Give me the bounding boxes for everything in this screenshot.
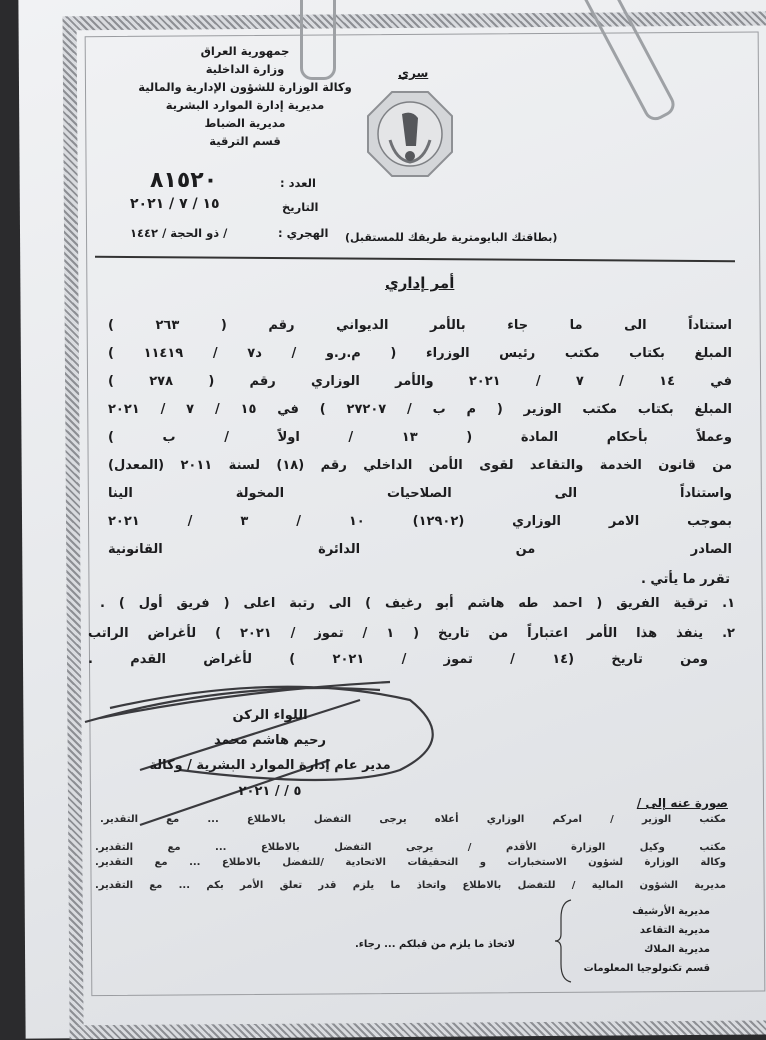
ministry-emblem-logo bbox=[366, 90, 454, 178]
copy-line: مكتب وكيل الوزارة الأقدم / يرجى التفضل بالاطلاع ... مع التقدير. bbox=[95, 842, 726, 853]
body-line: الصادر من الدائرة القانونية bbox=[108, 542, 732, 557]
header-line: جمهورية العراق bbox=[200, 44, 290, 58]
signatory-name: رحيم هاشم محمد bbox=[214, 733, 326, 748]
slogan: (بطاقتك البايومترية طريقك للمستقبل) bbox=[345, 231, 558, 244]
body-line: استناداً الى ما جاء بالأمر الديواني رقم ( ٢٦٣ ) bbox=[108, 318, 733, 333]
copy-line: مكتب الوزير / امركم الوزاري أعلاه يرجى التفضل بالاطلاع ... مع التقدير. bbox=[100, 814, 726, 825]
body-line: واستناداً الى الصلاحيات المخولة الينا bbox=[108, 486, 732, 501]
body-line: المبلغ بكتاب مكتب رئيس الوزراء ( م.ر.و / د٧ / ١١٤١٩ ) bbox=[108, 346, 732, 361]
date-label: التاريخ bbox=[282, 200, 319, 214]
curly-brace bbox=[555, 898, 575, 984]
decision-item: ١. ترقية الفريق ( احمد طه هاشم أبو رغيف ) الى رتبة اعلى ( فريق أول ) . bbox=[100, 596, 735, 611]
copies-heading: صورة عنه إلى / bbox=[636, 796, 728, 810]
copy-group-item: مديرية التقاعد bbox=[639, 925, 710, 936]
decision-intro: تقرر ما يأتي . bbox=[640, 572, 730, 587]
decision-item: ٢. ينفذ هذا الأمر اعتباراً من تاريخ ( ١ / تموز / ٢٠٢١ ) لأغراض الراتب bbox=[88, 626, 735, 641]
body-line: في ١٤ / ٧ / ٢٠٢١ والأمر الوزاري رقم ( ٢٧٨ ) bbox=[108, 374, 732, 389]
body-line: بموجب الامر الوزاري (١٢٩٠٢) ١٠ / ٣ / ٢٠٢١ bbox=[108, 514, 732, 529]
hijri-value: / ذو الحجة / ١٤٤٢ bbox=[130, 226, 228, 240]
paper-clip-icon bbox=[300, 0, 336, 80]
header-line: مديرية إدارة الموارد البشرية bbox=[165, 98, 325, 112]
header-line: مديرية الضباط bbox=[204, 116, 286, 130]
body-line: من قانون الخدمة والتقاعد لقوى الأمن الداخلي رقم (١٨) لسنة ٢٠١١ (المعدل) bbox=[108, 458, 732, 473]
header-line: وزارة الداخلية bbox=[205, 62, 285, 76]
body-line: المبلغ بكتاب مكتب الوزير ( م ب / ٢٧٢٠٧ ) في ١٥ / ٧ / ٢٠٢١ bbox=[108, 402, 732, 417]
decision-item: ومن تاريخ (١٤ / تموز / ٢٠٢١ ) لأغراض القدم . bbox=[88, 652, 708, 667]
classification-label: سري bbox=[398, 66, 429, 80]
header-line: قسم الترقية bbox=[209, 134, 281, 148]
copy-group-item: مديرية الأرشيف bbox=[632, 906, 710, 917]
signature-date: ٥ / / ٢٠٢١ bbox=[238, 784, 302, 799]
copy-line: وكالة الوزارة لشؤون الاستخبارات و التحقيقات الاتحادية /للتفضل بالاطلاع ... مع التقدير. bbox=[95, 857, 726, 868]
copy-group-item: مديرية الملاك bbox=[644, 944, 710, 955]
date-value: ١٥ / ٧ / ٢٠٢١ bbox=[130, 196, 220, 212]
document-title: أمر إداري bbox=[385, 274, 455, 292]
number-label: العدد : bbox=[280, 176, 316, 190]
hijri-label: الهجري : bbox=[278, 226, 329, 240]
copy-group-note: لاتخاذ ما يلزم من قبلكم ... رجاء. bbox=[355, 939, 516, 950]
signatory-rank: اللواء الركن bbox=[232, 708, 308, 723]
body-line: وعملاً بأحكام المادة ( ١٣ / اولاً / ب ) bbox=[108, 430, 732, 445]
header-line: وكالة الوزارة للشؤون الإدارية والمالية bbox=[138, 80, 352, 94]
copy-line: مديرية الشؤون المالية / للتفضل بالاطلاع واتخاذ ما يلزم قدر تعلق الأمر بكم ... مع التقدير. bbox=[95, 880, 726, 891]
handwritten-signature bbox=[80, 660, 460, 840]
signatory-position: مدير عام إدارة الموارد البشرية / وكالة bbox=[149, 758, 391, 773]
copy-group-item: قسم تكنولوجيا المعلومات bbox=[583, 963, 710, 974]
number-value: ٨١٥٢٠ bbox=[150, 168, 218, 193]
